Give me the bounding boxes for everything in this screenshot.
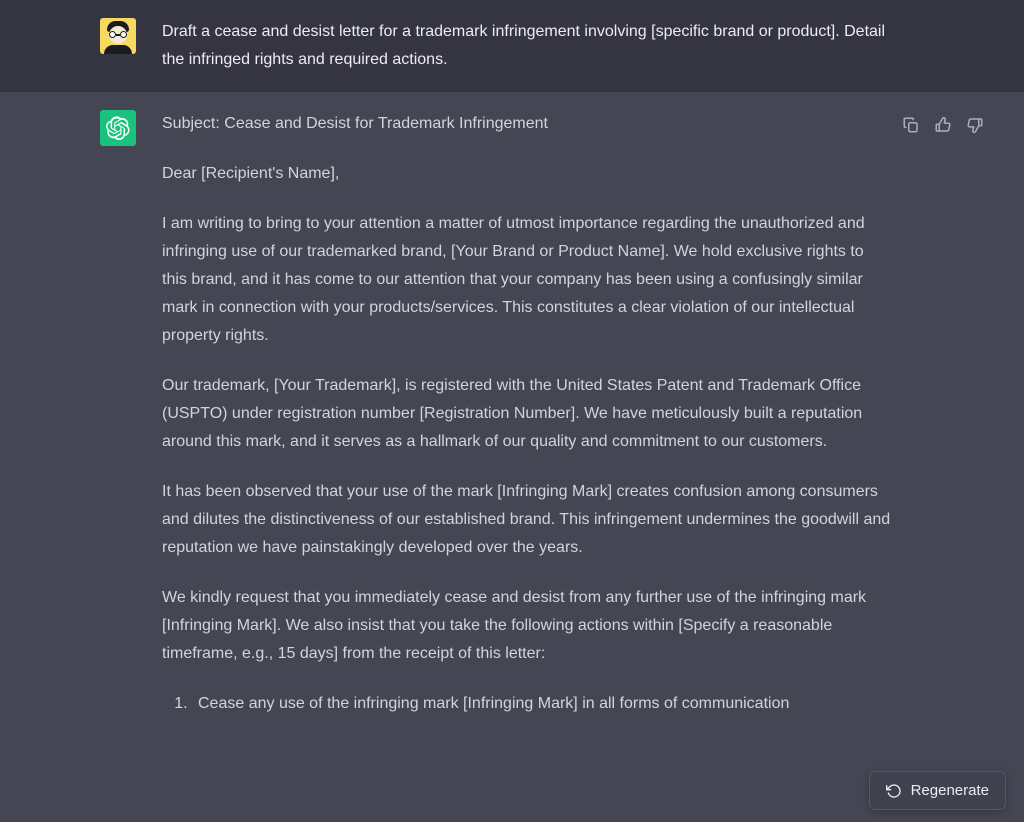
assistant-paragraph: It has been observed that your use of the mark [Infringing Mark] creates confusion among consumers and dilutes the distinctiveness of our established brand. This infringement undermines the goodwill and reputation we have painstakingly developed over the years.	[162, 483, 895, 556]
assistant-ordered-list	[162, 690, 892, 718]
regenerate-button-label: Regenerate	[910, 782, 989, 799]
assistant-paragraph: Our trademark, [Your Trademark], is registered with the United States Patent and Trademark Office (USPTO) under registration number [Registration Number]. We have meticulously built a reputation around this mark, and it serves as a hallmark of our quality and commitment to our customers.	[162, 377, 867, 450]
copy-icon[interactable]	[902, 116, 920, 134]
assistant-message-content	[162, 110, 895, 726]
message-actions	[902, 116, 984, 134]
assistant-paragraph: Subject: Cease and Desist for Trademark Infringement	[162, 115, 548, 132]
user-message-content	[162, 18, 892, 74]
assistant-paragraph: I am writing to bring to your attention a matter of utmost importance regarding the unauthorized and infringing use of our trademarked brand, [Your Brand or Product Name]. We hold exclusive rights to this brand, and it has come to our attention that your company has been using a confusingly similar mark in connection with your products/services. This constitutes a clear violation of our intellectual property rights.	[162, 215, 870, 344]
assistant-avatar	[100, 110, 136, 146]
refresh-icon	[886, 783, 902, 799]
user-avatar-face-icon	[100, 18, 136, 54]
thumbs-up-icon[interactable]	[934, 116, 952, 134]
assistant-paragraph: Dear [Recipient's Name],	[162, 165, 340, 182]
assistant-message-row	[0, 92, 1024, 744]
thumbs-down-icon[interactable]	[966, 116, 984, 134]
assistant-paragraph: We kindly request that you immediately cease and desist from any further use of the infringing mark [Infringing Mark]. We also insist that you take the following actions within [Specify a reasonable timeframe, e.g., 15 days] from the receipt of this letter:	[162, 589, 871, 662]
user-message-text: Draft a cease and desist letter for a trademark infringement involving [specific brand or product]. Detail the infringed rights and required actions.	[162, 23, 890, 68]
regenerate-button[interactable]	[869, 771, 1006, 810]
list-item: 1. Cease any use of the infringing mark [Infringing Mark] in all forms of communication	[192, 690, 892, 718]
user-avatar	[100, 18, 136, 54]
user-message-row	[0, 0, 1024, 92]
openai-logo-icon	[106, 116, 130, 140]
